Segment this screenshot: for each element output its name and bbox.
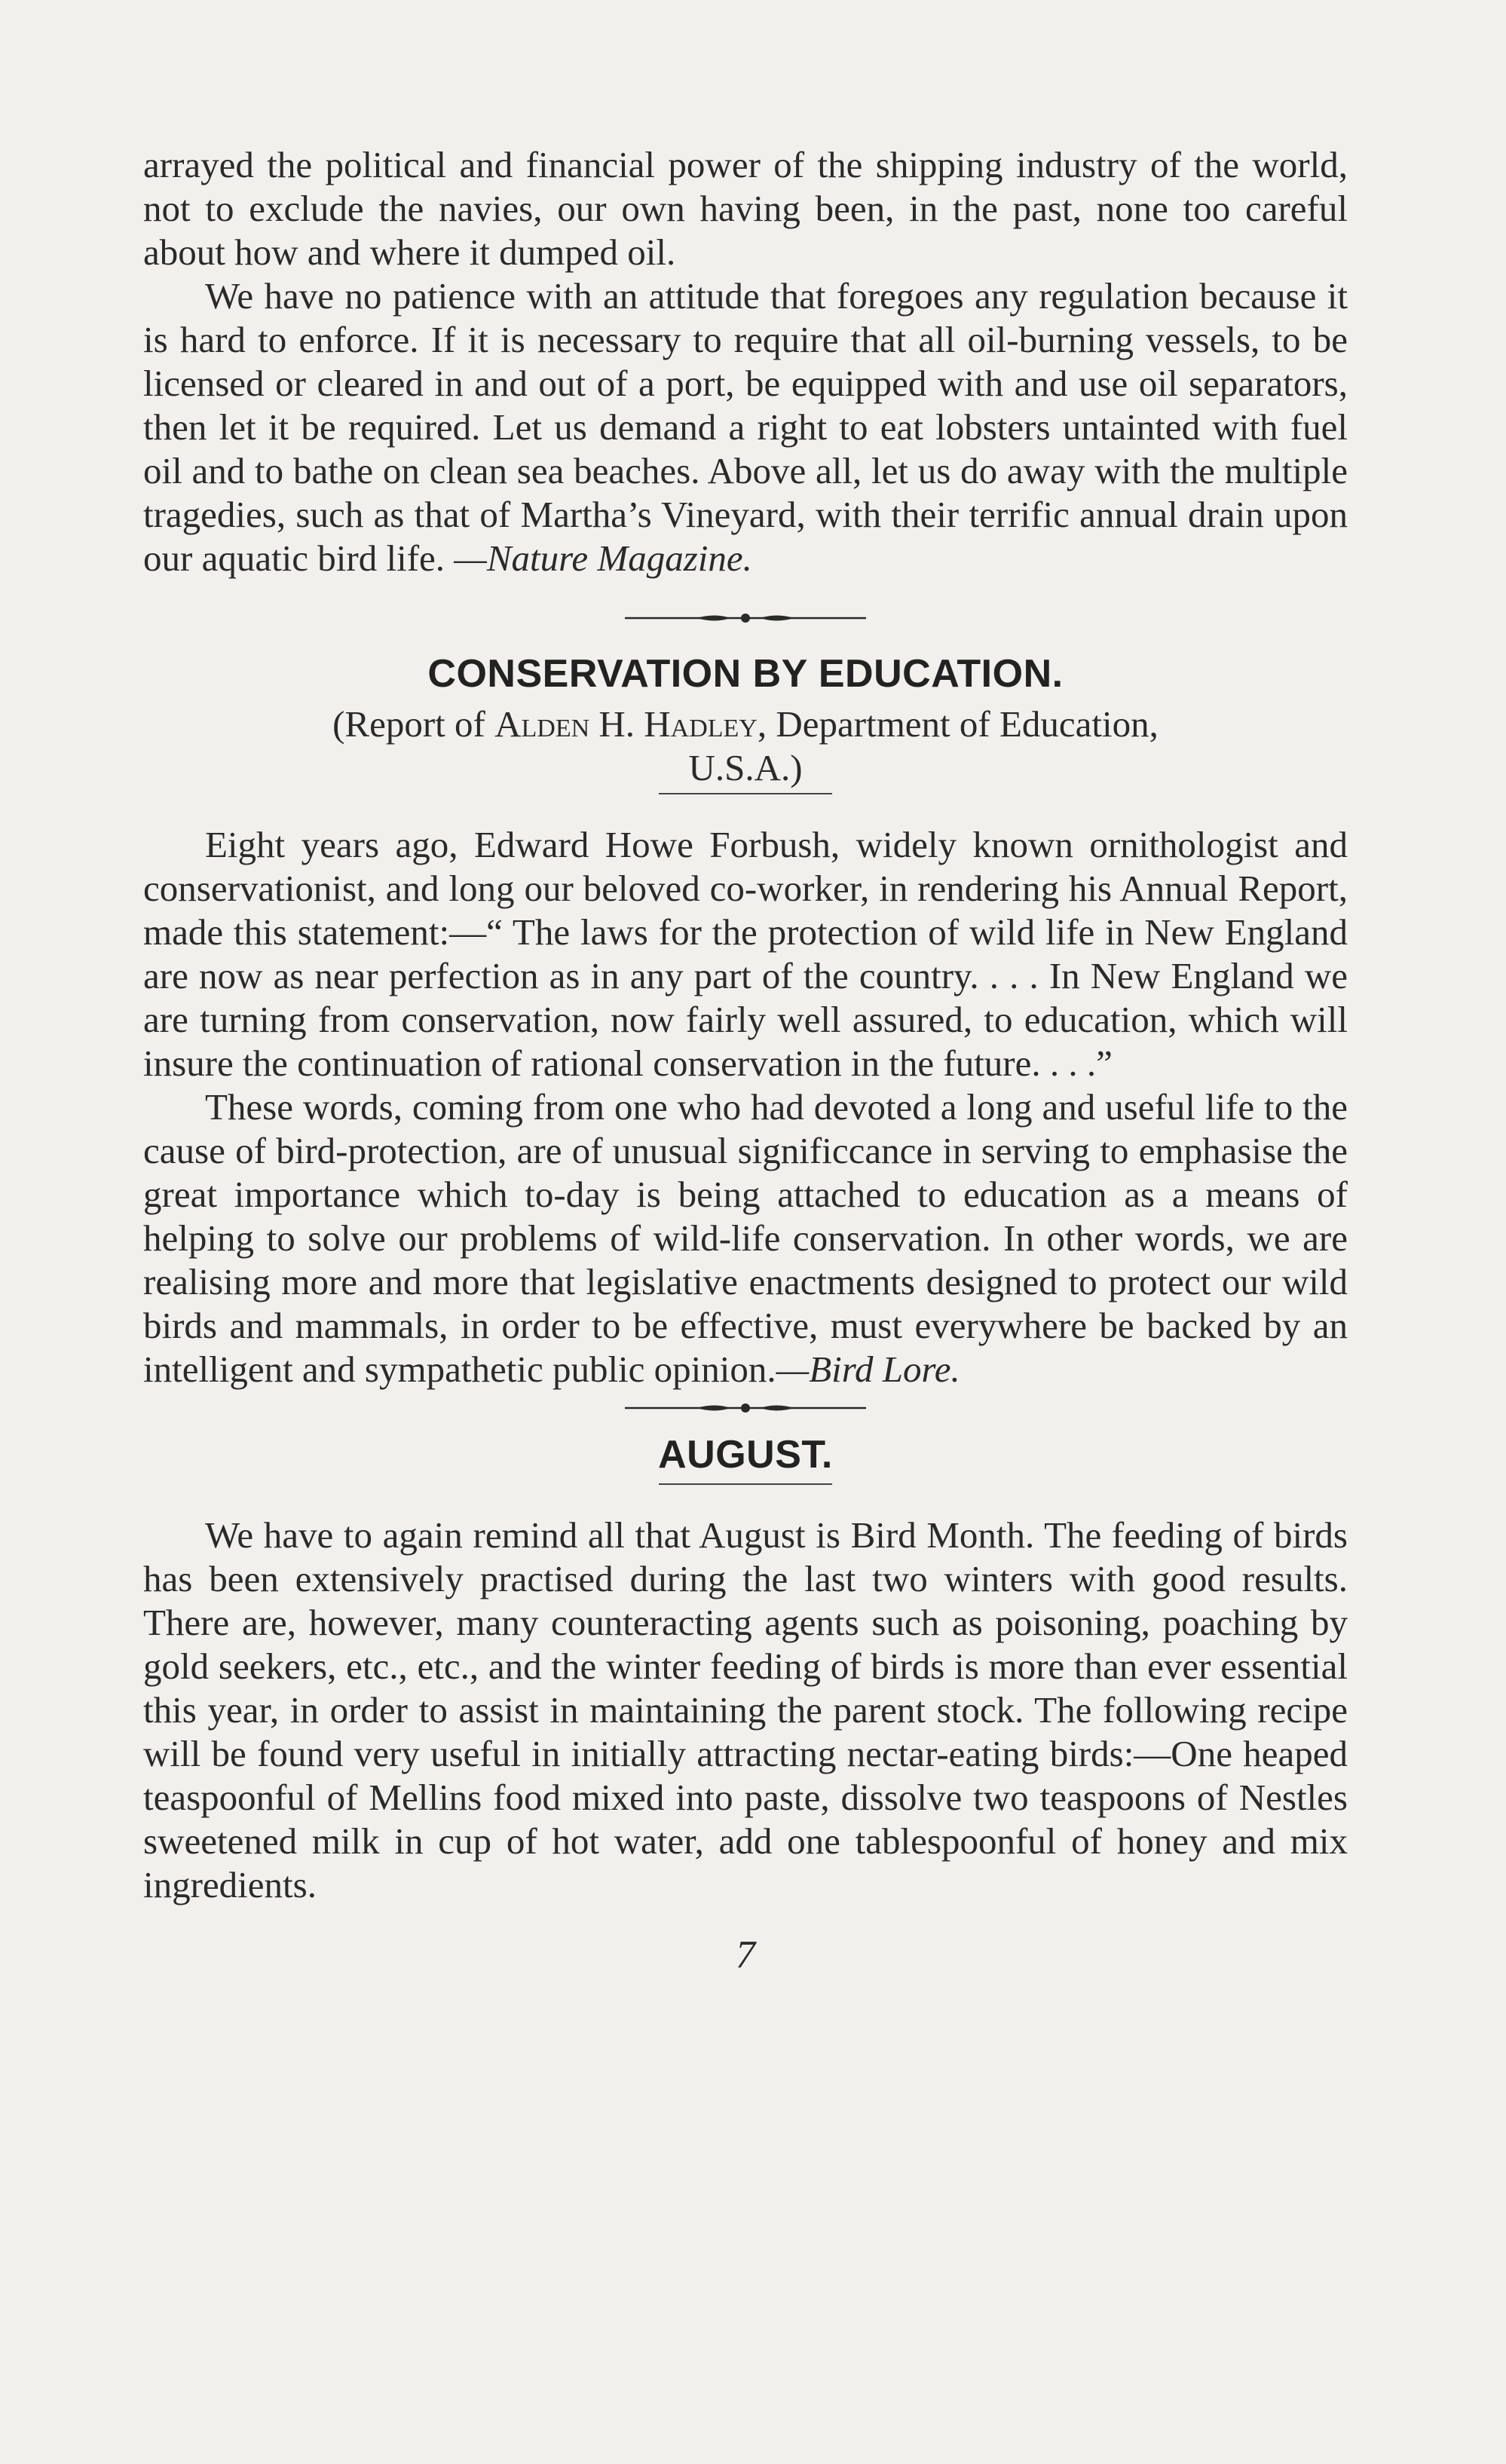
page-number: 7 [736, 1933, 755, 1976]
report-open: (Report of [332, 703, 495, 745]
august-heading: AUGUST. [658, 1433, 833, 1477]
conservation-report-country: U.S.A.) [688, 747, 803, 788]
intro-paragraph-2-text: We have no patience with an attitude that foregoes any regulation because it is hard to enforce. If it is necessary to require that all oil-burning vessels, to be licensed or cleared in and out of a port, be equipped with and use oil separators, then let it be required. Let us demand a right to eat lobsters untainted with fuel oil and to bathe on clean sea beaches. Above all, let us do away with the multiple tragedies, such as that of Martha’s Vineyard, with their terrific annual drain upon our aquatic bird life. [143, 275, 1348, 579]
conservation-heading: CONSERVATION BY EDUCATION. [427, 652, 1064, 696]
conservation-paragraph-2-text: These words, coming from one who had devoted a long and useful life to the cause of bird-protection, are of unusual significcance in serving to emphasise the great importance which to-day is being attached to education as a means of helping to solve our problems of wild-life conservation. In other words, we are realising more and more that legislative enactments designed to protect our wild birds and mammals, in order to be effective, must everywhere be backed by an intelligent and sympathetic public opinion. [143, 1086, 1348, 1390]
intro-paragraph-1: arrayed the political and financial power of the shipping industry of the world, not to exclude the navies, our own having been, in the past, none too careful about how and where it dumped oil. [143, 144, 1348, 273]
section-divider-ornament [625, 611, 866, 626]
conservation-source-citation: —Bird Lore. [776, 1348, 960, 1390]
conservation-paragraph-1: Eight years ago, Edward Howe Forbush, widely known ornithologist and conservationist, and long our beloved co-worker, in rendering his Annual Report, made this statement:—“ The laws for the protection of wild life in New England are now as near perfection as in any part of the country. . . . In New England we are turning from conservation, now fairly well assured, to education, which will insure the continuation of rational conservation in the future. . . .” [143, 824, 1348, 1084]
report-department: , Department of Education, [757, 703, 1159, 745]
report-author: Alden H. Hadley [494, 703, 758, 745]
intro-source-citation: —Nature Magazine. [454, 537, 752, 579]
intro-paragraph-2 [143, 274, 1348, 580]
august-paragraph-1: We have to again remind all that August is Bird Month. The feeding of birds has been extensively practised during the last two winters with good results. There are, however, many counteracting agents such as poisoning, poaching by gold seekers, etc., etc., and the winter feeding of birds is more than ever essential this year, in order to assist in maintaining the parent stock. The following recipe will be found very useful in initially attracting nectar-eating birds:—One heaped teaspoonful of Mellins food mixed into paste, dissolve two teaspoons of Nestles sweetened milk in cup of hot water, add one tablespoonful of honey and mix ingredients. [143, 1514, 1348, 1905]
conservation-report-credit [143, 702, 1348, 746]
conservation-paragraph-2 [143, 1085, 1348, 1391]
section-divider-ornament [625, 1400, 866, 1416]
